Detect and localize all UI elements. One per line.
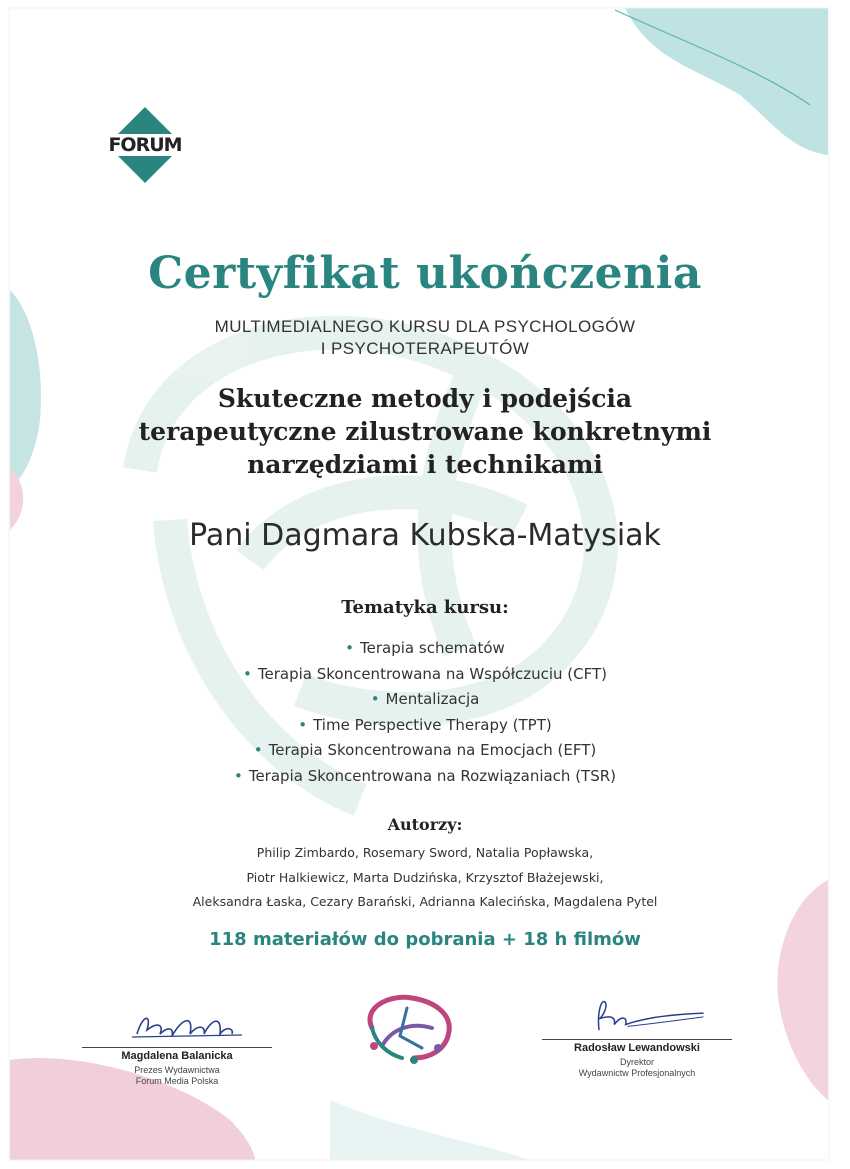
course-title: [60, 382, 790, 481]
subtitle-line: I PSYCHOTERAPEUTÓW: [320, 339, 530, 358]
signature-role: [542, 1057, 732, 1079]
signature-name: Magdalena Balanicka: [82, 1047, 272, 1062]
topic-label: Terapia Skoncentrowana na Rozwiązaniach (TSR): [248, 766, 617, 785]
brain-icon: [352, 988, 462, 1066]
course-title-line: narzędziami i technikami: [247, 450, 603, 479]
authors-line: Aleksandra Łaska, Cezary Barański, Adrianna Kalecińska, Magdalena Pytel: [192, 894, 658, 909]
topic-item: [0, 636, 850, 662]
topic-label: Terapia Skoncentrowana na Emocjach (EFT): [268, 741, 597, 760]
subtitle-line: MULTIMEDIALNEGO KURSU DLA PSYCHOLOGÓW: [214, 317, 636, 336]
recipient-name: Pani Dagmara Kubska-Matysiak: [189, 518, 661, 553]
topic-label: Time Perspective Therapy (TPT): [313, 715, 552, 734]
course-title-line: terapeutyczne zilustrowane konkretnymi: [138, 417, 712, 446]
topics-list: [0, 636, 850, 790]
authors-line: Piotr Halkiewicz, Marta Dudzińska, Krzysztof Błażejewski,: [246, 869, 604, 885]
forum-logo: [106, 106, 184, 184]
course-title-line: Skuteczne metody i podejścia: [217, 384, 633, 413]
topic-item: [0, 738, 850, 764]
signature-name: Radosław Lewandowski: [542, 1039, 732, 1054]
materials-highlight: 118 materiałów do pobrania + 18 h filmów: [209, 929, 641, 950]
topic-item: [0, 764, 850, 790]
authors-heading: Autorzy:: [387, 815, 463, 834]
signature-scribble: [557, 996, 717, 1034]
authors-line: Philip Zimbardo, Rosemary Sword, Natalia Popławska,: [256, 845, 594, 860]
logo-text: FORUM: [106, 134, 184, 156]
signature-scribble: [102, 1004, 252, 1042]
signature-left: [82, 1004, 272, 1087]
topics-heading: Tematyka kursu:: [341, 597, 509, 618]
signature-right: [542, 996, 732, 1079]
signature-role-line: Forum Media Polska: [135, 1076, 219, 1086]
signature-role: [82, 1065, 272, 1087]
signature-role-line: Wydawnictw Profesjonalnych: [578, 1068, 696, 1078]
signature-role-line: Prezes Wydawnictwa: [134, 1065, 220, 1075]
signature-role-line: Dyrektor: [619, 1057, 654, 1067]
topic-label: Terapia schematów: [360, 639, 505, 657]
topic-item: [0, 662, 850, 688]
topic-item: [0, 713, 850, 739]
topic-item: [0, 687, 850, 713]
certificate-title: Certyfikat ukończenia: [148, 248, 702, 299]
topic-label: Terapia Skoncentrowana na Współczuciu (CFT): [257, 664, 607, 683]
authors-list: [0, 841, 850, 915]
certificate-subtitle: [0, 316, 850, 360]
topic-label: Mentalizacja: [385, 690, 480, 709]
